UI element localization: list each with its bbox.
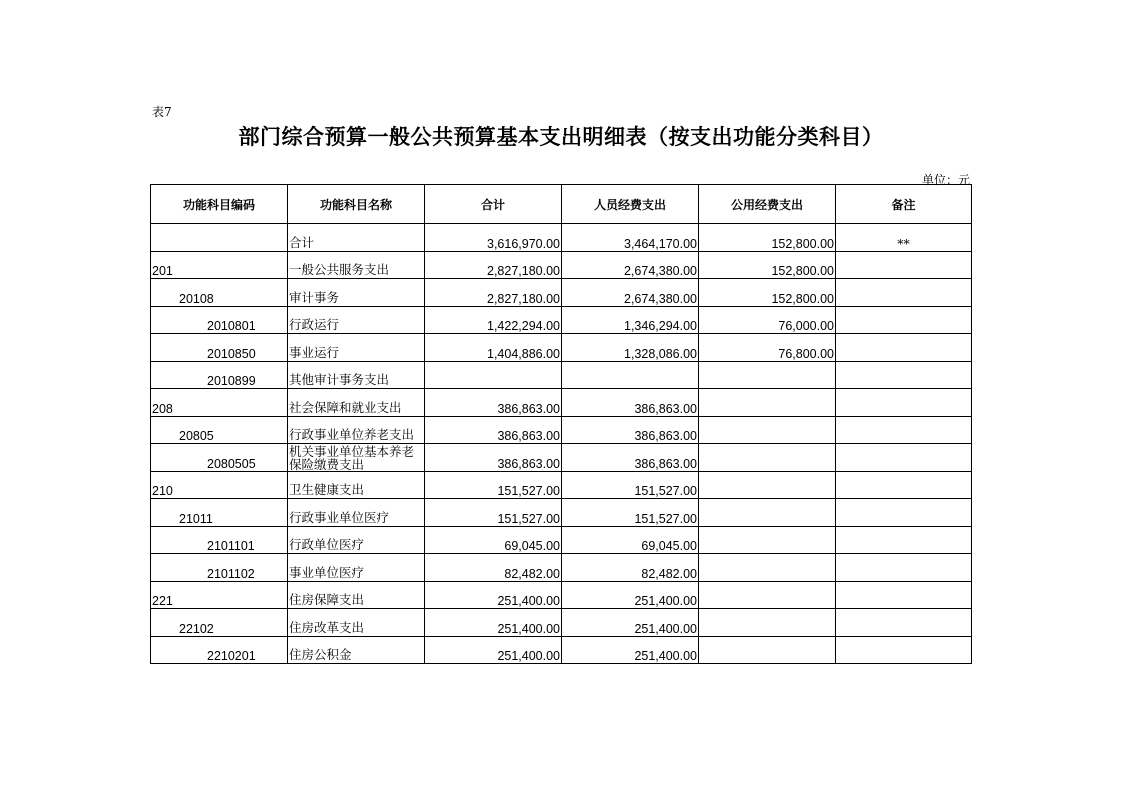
- table-row: [151, 416, 972, 444]
- row-personnel-cell: 386,863.00: [562, 444, 699, 472]
- row-total-cell: [425, 361, 562, 389]
- row-personnel-cell: 151,527.00: [562, 471, 699, 499]
- row-name-cell: 卫生健康支出: [288, 471, 425, 499]
- row-total-cell: 251,400.00: [425, 581, 562, 609]
- row-public-cell: [699, 444, 836, 472]
- row-total-cell: 2,827,180.00: [425, 279, 562, 307]
- row-public-cell: [699, 636, 836, 664]
- row-personnel-cell: 251,400.00: [562, 636, 699, 664]
- row-note-cell: [836, 609, 972, 637]
- row-total-cell: 151,527.00: [425, 499, 562, 527]
- row-code-cell: 20805: [151, 416, 288, 444]
- table-number: 表7: [152, 105, 172, 119]
- row-total-cell: 3,616,970.00: [425, 224, 562, 252]
- row-total-cell: 151,527.00: [425, 471, 562, 499]
- row-name-cell: 其他审计事务支出: [288, 361, 425, 389]
- row-total-cell: 2,827,180.00: [425, 251, 562, 279]
- row-name-cell: 行政事业单位养老支出: [288, 416, 425, 444]
- row-personnel-cell: 2,674,380.00: [562, 279, 699, 307]
- row-public-cell: 76,800.00: [699, 334, 836, 362]
- table-row: [151, 334, 972, 362]
- table-row: [151, 361, 972, 389]
- row-public-cell: [699, 609, 836, 637]
- row-name-cell: 一般公共服务支出: [288, 251, 425, 279]
- budget-table: [150, 184, 972, 664]
- row-code-cell: 2010801: [151, 306, 288, 334]
- row-public-cell: [699, 499, 836, 527]
- row-code-cell: 201: [151, 251, 288, 279]
- row-public-cell: [699, 416, 836, 444]
- row-personnel-cell: 251,400.00: [562, 581, 699, 609]
- row-name-cell: 住房公积金: [288, 636, 425, 664]
- row-public-cell: [699, 581, 836, 609]
- row-personnel-cell: 69,045.00: [562, 526, 699, 554]
- row-code-cell: 22102: [151, 609, 288, 637]
- row-public-cell: [699, 389, 836, 417]
- row-total-cell: 386,863.00: [425, 389, 562, 417]
- row-total-cell: 1,422,294.00: [425, 306, 562, 334]
- row-public-cell: [699, 554, 836, 582]
- page-title: 部门综合预算一般公共预算基本支出明细表（按支出功能分类科目）: [238, 125, 884, 149]
- row-name-cell: 合计: [288, 224, 425, 252]
- row-personnel-cell: 3,464,170.00: [562, 224, 699, 252]
- row-personnel-cell: 2,674,380.00: [562, 251, 699, 279]
- row-public-cell: [699, 471, 836, 499]
- table-row: [151, 444, 972, 472]
- table-row: [151, 554, 972, 582]
- row-name-cell: 行政运行: [288, 306, 425, 334]
- row-code-cell: 2010899: [151, 361, 288, 389]
- row-note-cell: [836, 306, 972, 334]
- row-note-cell: [836, 581, 972, 609]
- row-note-cell: [836, 389, 972, 417]
- table-header-row: [151, 185, 972, 224]
- row-total-cell: 82,482.00: [425, 554, 562, 582]
- table-row: [151, 224, 972, 252]
- row-name-cell: 事业单位医疗: [288, 554, 425, 582]
- table-row: [151, 471, 972, 499]
- row-name-cell: 住房改革支出: [288, 609, 425, 637]
- table-row: [151, 389, 972, 417]
- row-name-cell: 住房保障支出: [288, 581, 425, 609]
- row-public-cell: [699, 526, 836, 554]
- table-row: [151, 499, 972, 527]
- row-personnel-cell: 82,482.00: [562, 554, 699, 582]
- table-row: [151, 609, 972, 637]
- row-name-cell: 行政单位医疗: [288, 526, 425, 554]
- row-total-cell: 251,400.00: [425, 636, 562, 664]
- row-name-cell: 行政事业单位医疗: [288, 499, 425, 527]
- row-note-cell: [836, 554, 972, 582]
- row-name-cell: 事业运行: [288, 334, 425, 362]
- row-public-cell: 152,800.00: [699, 224, 836, 252]
- table-row: [151, 526, 972, 554]
- row-total-cell: 69,045.00: [425, 526, 562, 554]
- row-note-cell: [836, 279, 972, 307]
- row-personnel-cell: [562, 361, 699, 389]
- row-name-cell: 机关事业单位基本养老保险缴费支出: [288, 444, 425, 472]
- row-public-cell: 76,000.00: [699, 306, 836, 334]
- row-personnel-cell: 251,400.00: [562, 609, 699, 637]
- row-total-cell: 1,404,886.00: [425, 334, 562, 362]
- row-name-cell: 审计事务: [288, 279, 425, 307]
- row-note-cell: **: [836, 224, 972, 252]
- row-code-cell: 2010850: [151, 334, 288, 362]
- row-name-cell: 社会保障和就业支出: [288, 389, 425, 417]
- header-personnel: 人员经费支出: [562, 185, 699, 224]
- row-total-cell: 386,863.00: [425, 416, 562, 444]
- row-note-cell: [836, 499, 972, 527]
- row-personnel-cell: 1,346,294.00: [562, 306, 699, 334]
- row-note-cell: [836, 251, 972, 279]
- row-note-cell: [836, 444, 972, 472]
- row-total-cell: 386,863.00: [425, 444, 562, 472]
- row-personnel-cell: 1,328,086.00: [562, 334, 699, 362]
- row-code-cell: 21011: [151, 499, 288, 527]
- row-code-cell: 2101102: [151, 554, 288, 582]
- row-code-cell: 208: [151, 389, 288, 417]
- row-personnel-cell: 151,527.00: [562, 499, 699, 527]
- header-code: 功能科目编码: [151, 185, 288, 224]
- table-row: [151, 279, 972, 307]
- row-personnel-cell: 386,863.00: [562, 389, 699, 417]
- table-body: [151, 224, 972, 664]
- unit-label: 单位：元: [921, 173, 970, 187]
- row-code-cell: 210: [151, 471, 288, 499]
- row-public-cell: 152,800.00: [699, 251, 836, 279]
- row-note-cell: [836, 636, 972, 664]
- row-code-cell: 2080505: [151, 444, 288, 472]
- row-note-cell: [836, 416, 972, 444]
- header-public: 公用经费支出: [699, 185, 836, 224]
- row-code-cell: [151, 224, 288, 252]
- row-total-cell: 251,400.00: [425, 609, 562, 637]
- header-total: 合计: [425, 185, 562, 224]
- row-note-cell: [836, 334, 972, 362]
- row-note-cell: [836, 361, 972, 389]
- table-row: [151, 636, 972, 664]
- table-row: [151, 581, 972, 609]
- row-public-cell: [699, 361, 836, 389]
- row-code-cell: 221: [151, 581, 288, 609]
- row-note-cell: [836, 526, 972, 554]
- row-code-cell: 20108: [151, 279, 288, 307]
- header-name: 功能科目名称: [288, 185, 425, 224]
- row-public-cell: 152,800.00: [699, 279, 836, 307]
- row-code-cell: 2210201: [151, 636, 288, 664]
- header-note: 备注: [836, 185, 972, 224]
- row-personnel-cell: 386,863.00: [562, 416, 699, 444]
- row-note-cell: [836, 471, 972, 499]
- table-row: [151, 306, 972, 334]
- table-row: [151, 251, 972, 279]
- row-code-cell: 2101101: [151, 526, 288, 554]
